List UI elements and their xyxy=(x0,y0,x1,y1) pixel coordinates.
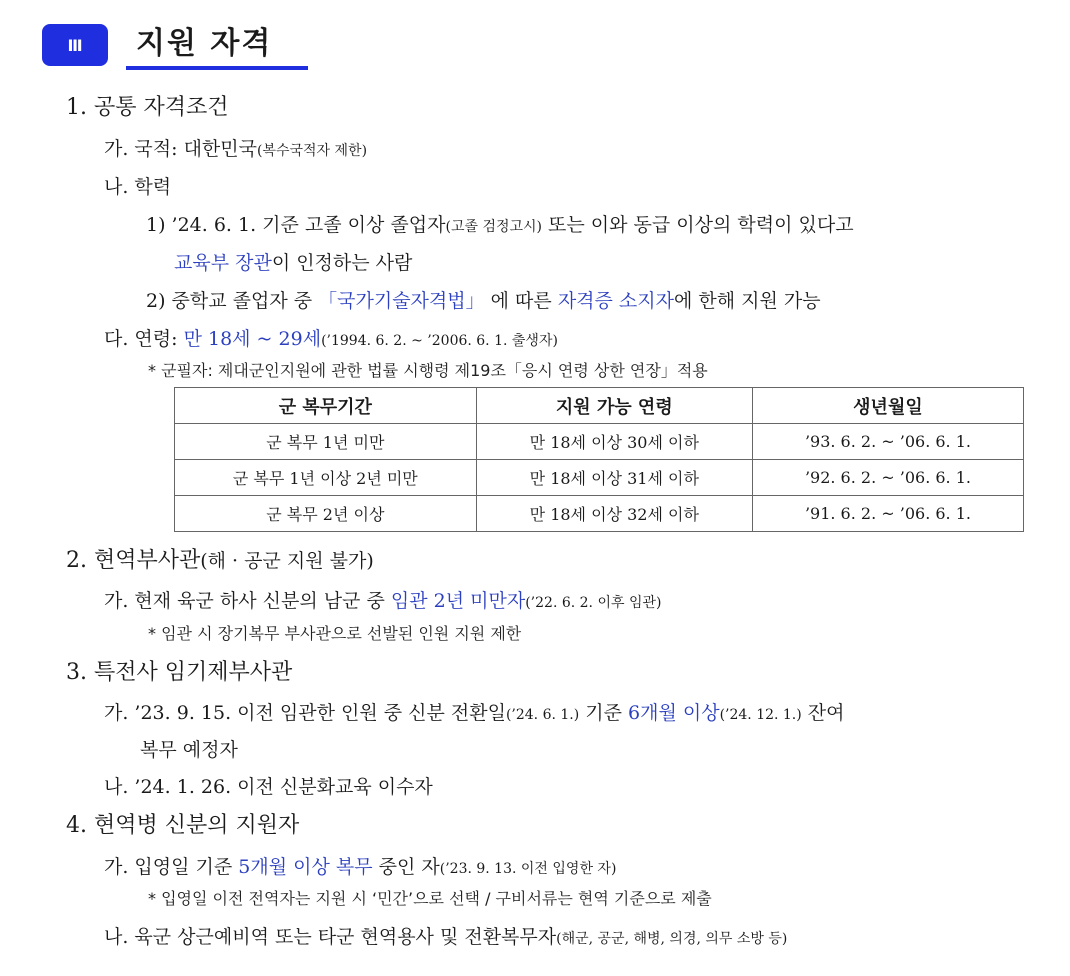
title-underline xyxy=(126,66,308,70)
table-cell: ’93. 6. 2. ~ ’06. 6. 1. xyxy=(752,424,1023,460)
table-cell: 만 18세 이상 31세 이하 xyxy=(476,460,752,496)
special-forces-text-a: 가. ’23. 9. 15. 이전 임관한 인원 중 신분 전환일 xyxy=(104,702,506,724)
section-4-heading: 4. 현역병 신분의 지원자 xyxy=(66,813,300,838)
nationality-note: (복수국적자 제한) xyxy=(257,143,368,159)
special-forces-date-2: (’24. 12. 1.) xyxy=(719,707,802,723)
active-nco-restriction-note: * 임관 시 장기복무 부사관으로 선발된 인원 지원 제한 xyxy=(148,624,522,643)
veteran-note: * 군필자: 제대군인지원에 관한 법률 시행령 제19조「응시 연령 상한 연장」적용 xyxy=(148,361,708,380)
enlisted-discharge-note: * 입영일 이전 전역자는 지원 시 ‘민간’으로 선택 / 구비서류는 현역 기준으로 제출 xyxy=(148,889,712,908)
education-item-2-text-e: 에 한해 지원 가능 xyxy=(673,290,821,312)
table-cell: 만 18세 이상 30세 이하 xyxy=(476,424,752,460)
table-cell: ’91. 6. 2. ~ ’06. 6. 1. xyxy=(752,496,1023,532)
table-row xyxy=(175,424,1024,460)
nationality-item xyxy=(104,134,367,161)
education-item-1 xyxy=(146,210,854,237)
license-highlight: 자격증 소지자 xyxy=(557,290,674,312)
education-item-2-text-a: 2) 중학교 졸업자 중 xyxy=(146,290,319,312)
section-1-heading: 1. 공통 자격조건 xyxy=(66,95,229,120)
special-forces-text-b: 기준 xyxy=(579,702,629,724)
education-item-1-text-b: 또는 이와 동급 이상의 학력이 있다고 xyxy=(542,214,854,236)
special-forces-text-c: 잔여 xyxy=(801,702,845,724)
education-item-1-text-a: 1) ’24. 6. 1. 기준 고졸 이상 졸업자 xyxy=(146,214,446,236)
active-nco-note: (’22. 6. 2. 이후 임관) xyxy=(525,595,662,611)
special-forces-date-1: (’24. 6. 1.) xyxy=(505,707,580,723)
table-row xyxy=(175,460,1024,496)
enlisted-highlight: 5개월 이상 복무 xyxy=(238,856,373,878)
education-item-2 xyxy=(146,286,821,313)
table-header-birth: 생년월일 xyxy=(752,388,1023,424)
reserve-prefix: 나. 육군 상근예비역 또는 타군 현역용사 및 전환복무자 xyxy=(104,926,557,948)
age-item xyxy=(104,324,558,351)
reserve-item xyxy=(104,922,787,949)
table-cell: 군 복무 1년 미만 xyxy=(175,424,477,460)
age-extension-table xyxy=(174,387,1024,532)
special-forces-item-cont: 복무 예정자 xyxy=(140,739,238,761)
enlisted-mid: 중인 자 xyxy=(372,856,440,878)
special-forces-item-2: 나. ’24. 1. 26. 이전 신분화교육 이수자 xyxy=(104,776,433,798)
table-cell: 군 복무 2년 이상 xyxy=(175,496,477,532)
table-cell: 만 18세 이상 32세 이하 xyxy=(476,496,752,532)
section-number-badge: Ⅲ xyxy=(42,24,108,66)
table-row xyxy=(175,496,1024,532)
table-header-row xyxy=(175,388,1024,424)
education-item-2-text-c: 에 따른 xyxy=(484,290,558,312)
table-header-age: 지원 가능 연령 xyxy=(476,388,752,424)
education-heading: 나. 학력 xyxy=(104,176,172,198)
age-birth-note: (’1994. 6. 2. ~ ’2006. 6. 1. 출생자) xyxy=(321,333,558,349)
section-2-heading xyxy=(66,543,374,574)
active-nco-prefix: 가. 현재 육군 하사 신분의 남군 중 xyxy=(104,590,391,612)
ministry-highlight: 교육부 장관 xyxy=(174,252,272,274)
section-3-heading: 3. 특전사 임기제부사관 xyxy=(66,660,293,685)
reserve-note: (해군, 공군, 해병, 의경, 의무 소방 등) xyxy=(556,931,788,947)
section-title: 지원 자격 xyxy=(136,26,273,61)
table-cell: ’92. 6. 2. ~ ’06. 6. 1. xyxy=(752,460,1023,496)
education-item-1-note: (고졸 검정고시) xyxy=(445,219,543,235)
age-prefix: 다. 연령: xyxy=(104,328,184,350)
enlisted-item xyxy=(104,852,616,879)
section-2-subtitle: (해 · 공군 지원 불가) xyxy=(200,550,374,572)
enlisted-prefix: 가. 입영일 기준 xyxy=(104,856,239,878)
table-header-service: 군 복무기간 xyxy=(175,388,477,424)
law-highlight: 「국가기술자격법」 xyxy=(318,290,485,312)
education-item-1-cont xyxy=(174,248,412,275)
education-item-1-text-c: 이 인정하는 사람 xyxy=(271,252,413,274)
special-forces-highlight: 6개월 이상 xyxy=(628,702,720,724)
active-nco-highlight: 임관 2년 미만자 xyxy=(390,590,526,612)
special-forces-item xyxy=(104,698,844,725)
active-nco-item xyxy=(104,586,661,613)
nationality-text: 가. 국적: 대한민국 xyxy=(104,138,257,160)
age-range-highlight: 만 18세 ~ 29세 xyxy=(183,328,322,350)
enlisted-note: (’23. 9. 13. 이전 입영한 자) xyxy=(439,861,617,877)
table-cell: 군 복무 1년 이상 2년 미만 xyxy=(175,460,477,496)
section-2-title: 2. 현역부사관 xyxy=(66,548,201,573)
